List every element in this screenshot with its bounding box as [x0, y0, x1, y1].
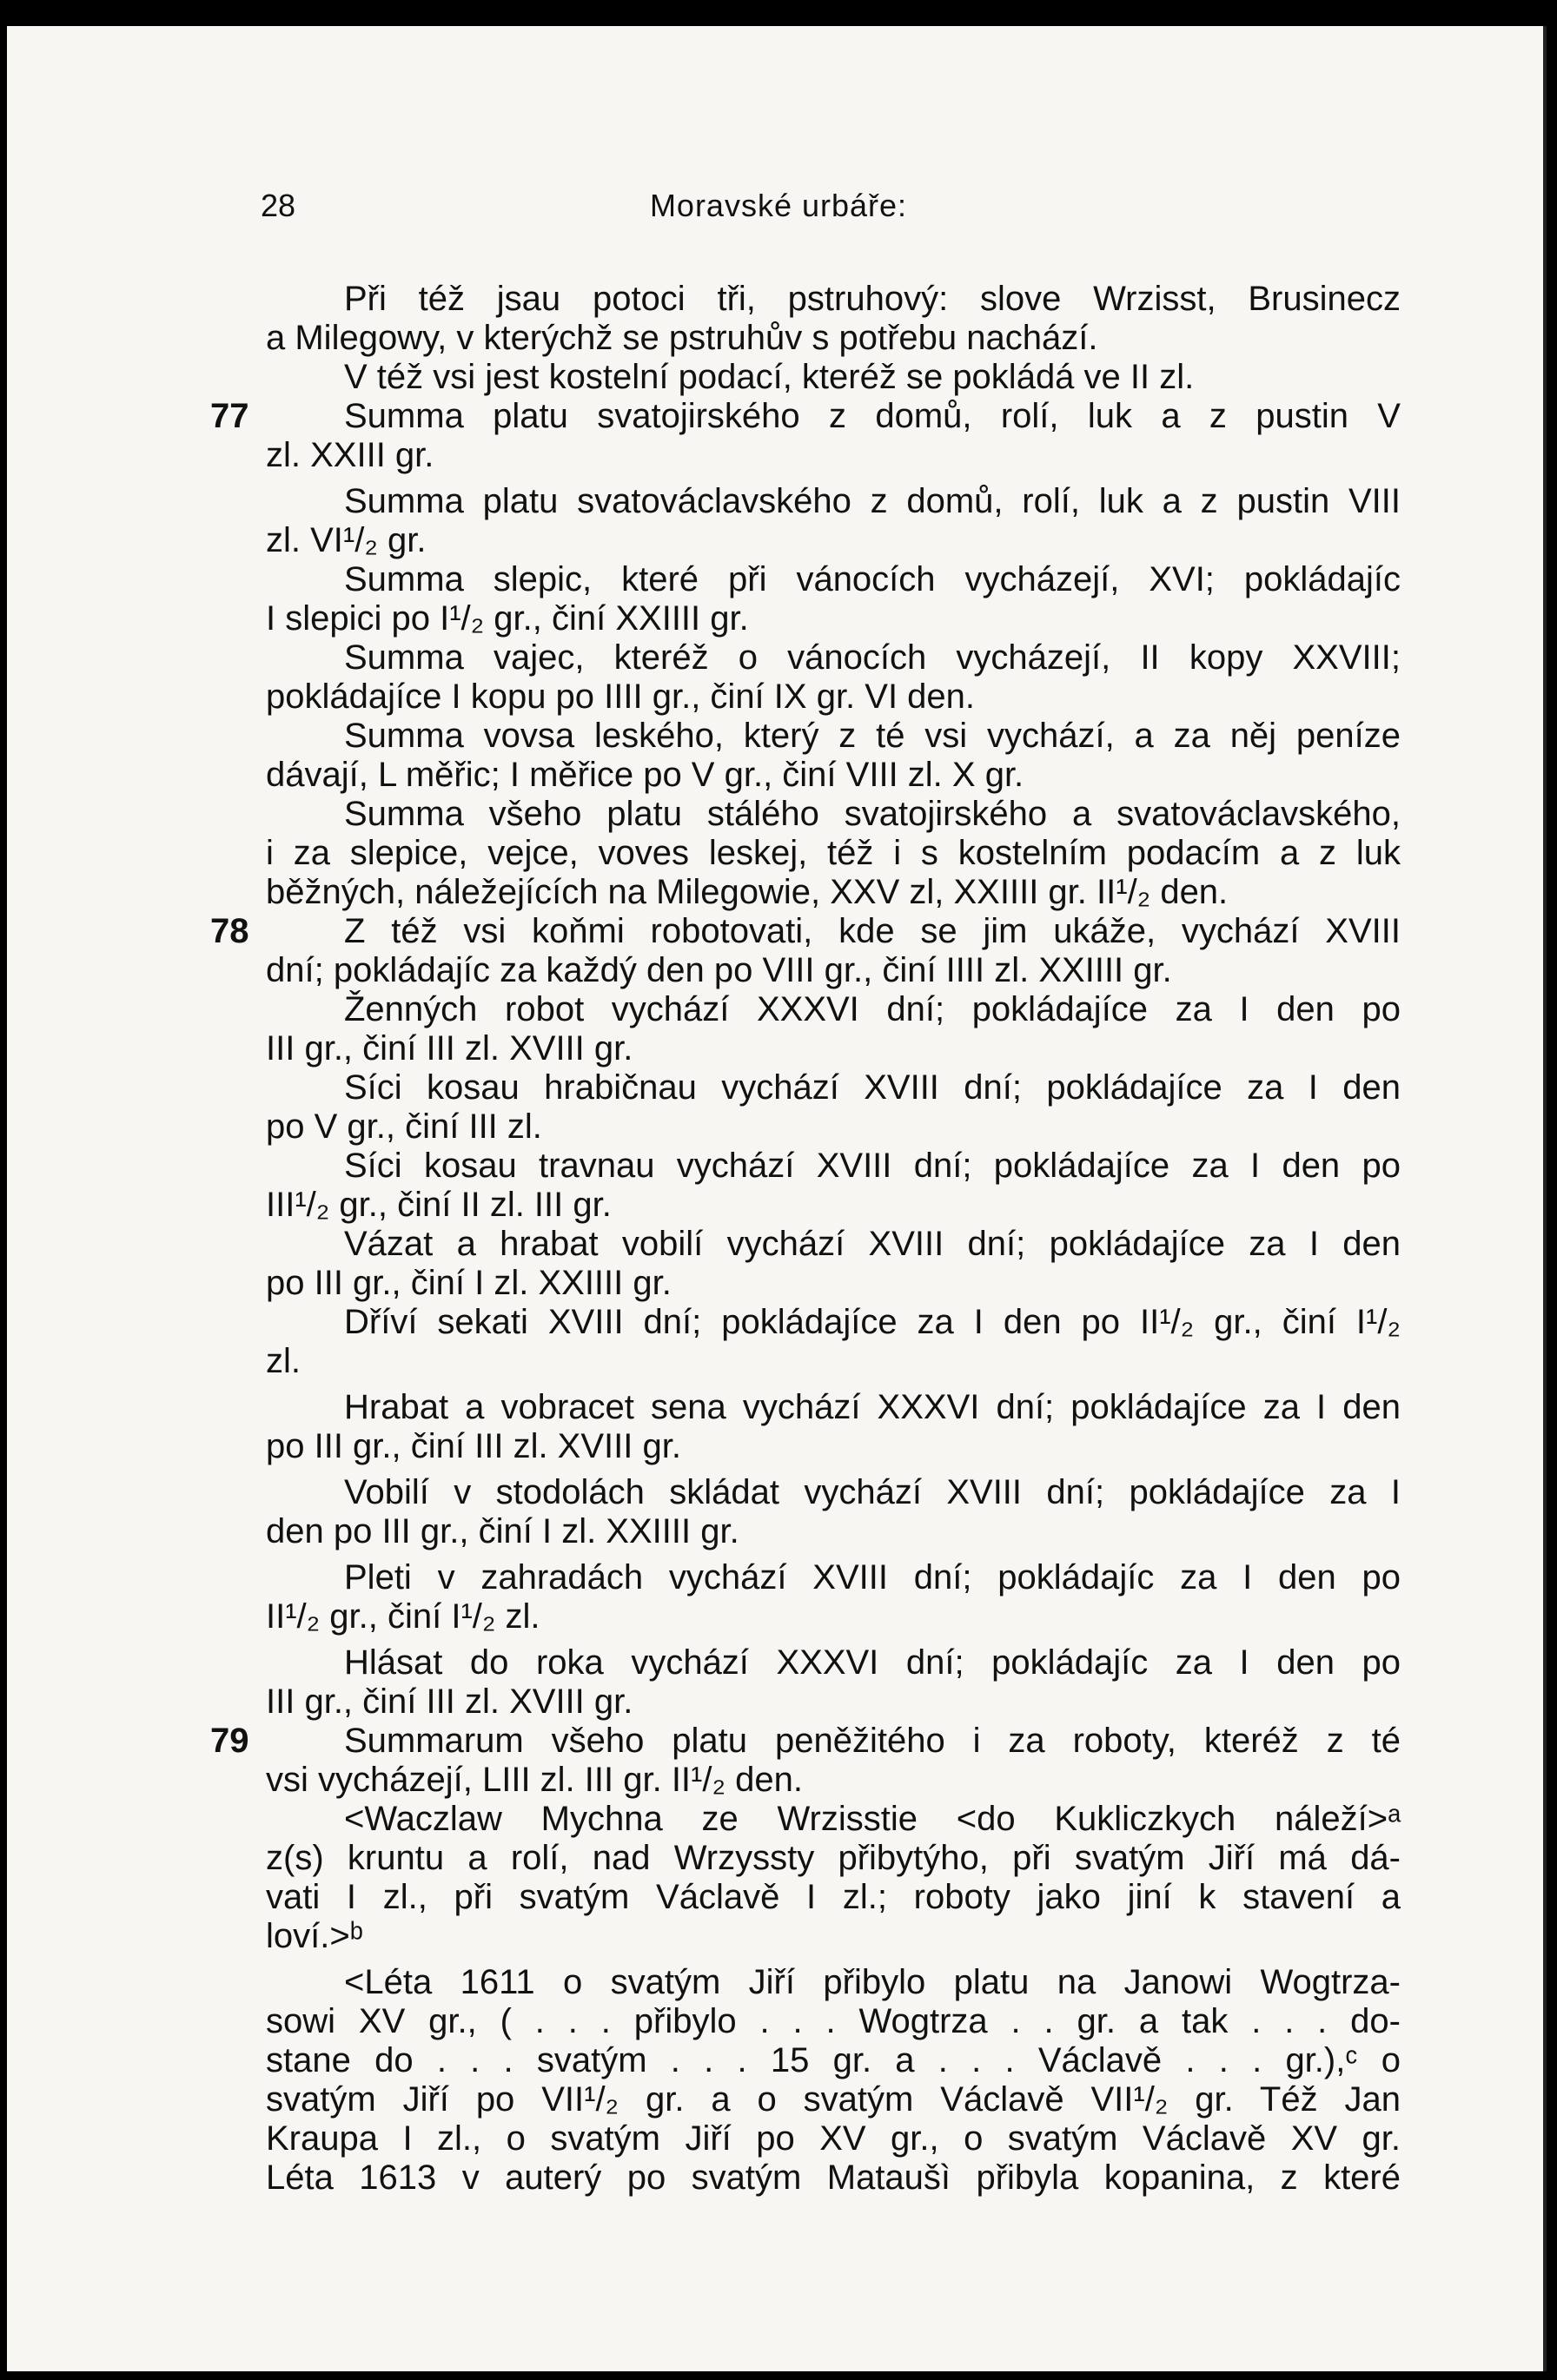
line-text: Summa slepic, které při vánocích vycházejí, XVI; pokládajíc: [344, 560, 1401, 598]
line-text: z(s) kruntu a rolí, nad Wrzyssty přibytýho, při svatým Jiří má dá-: [266, 1839, 1401, 1877]
text-line: [266, 951, 1401, 990]
running-title: Moravské urbáře:: [649, 188, 908, 223]
text-line: [210, 1722, 1401, 1761]
line-text: Z též vsi koňmi robotovati, kde se jim ukáže, vychází XVIII: [344, 912, 1401, 950]
text-line: [266, 1427, 1401, 1466]
text-line: [266, 358, 1401, 397]
line-text: Summa všeho platu stálého svatojirského a svatováclavského,: [344, 795, 1401, 833]
line-text: Kraupa I zl., o svatým Jiří po XV gr., o svatým Václavě XV gr.: [266, 2119, 1401, 2158]
margin-number: 77: [210, 397, 249, 435]
text-line: [266, 1388, 1401, 1427]
paragraph-gap: [266, 1381, 1401, 1388]
text-line: [266, 1303, 1401, 1342]
line-text: Síci kosau hrabičnau vychází XVIII dní; pokládajíce za I den: [344, 1068, 1401, 1107]
text-line: [266, 521, 1401, 560]
text-line: [266, 638, 1401, 678]
line-text: III gr., činí III zl. XVIII gr.: [266, 1683, 633, 1721]
text-line: [266, 2119, 1401, 2159]
line-text: Hlásat do roka vychází XXXVI dní; pokládajíc za I den po: [344, 1643, 1401, 1682]
text-line: [266, 717, 1401, 756]
line-text: Pleti v zahradách vychází XVIII dní; pokládajíc za I den po: [344, 1558, 1401, 1597]
line-text: Summa platu svatováclavského z domů, rolí, luk a z pustin VIII: [344, 482, 1401, 520]
line-text: Summa vovsa leského, který z té vsi vychází, a za něj peníze: [344, 717, 1401, 755]
text-line: [266, 2002, 1401, 2041]
text-line: [266, 1473, 1401, 1512]
text-line: [266, 2159, 1401, 2198]
line-text: <Waczlaw Mychna ze Wrzisstie <do Kukliczkych náleží>ᵃ: [344, 1800, 1401, 1838]
line-text: po V gr., činí III zl.: [266, 1107, 542, 1146]
paragraph-gap: [266, 1466, 1401, 1473]
line-text: I slepici po I¹/₂ gr., činí XXIIII gr.: [266, 599, 749, 638]
text-line: [266, 1683, 1401, 1722]
text-line: [266, 1264, 1401, 1303]
line-text: svatým Jiří po VII¹/₂ gr. a o svatým Václavě VII¹/₂ gr. Též Jan: [266, 2080, 1401, 2119]
line-text: po III gr., činí I zl. XXIIII gr.: [266, 1264, 672, 1302]
line-text: vsi vycházejí, LIII zl. III gr. II¹/₂ den.: [266, 1761, 803, 1799]
line-text: Léta 1613 v auterý po svatým Mataušì přibyla kopanina, z které: [266, 2159, 1401, 2197]
text-line: [266, 756, 1401, 795]
text-line: [266, 1963, 1401, 2002]
line-text: <Léta 1611 o svatým Jiří přibylo platu na Janowi Wogtrza-: [344, 1963, 1401, 2001]
page-header: [0, 188, 1557, 231]
text-line: [266, 1186, 1401, 1225]
text-line: [266, 795, 1401, 834]
text-line: [266, 2041, 1401, 2080]
text-line: [266, 280, 1401, 319]
line-text: sowi XV gr., ( . . . přibylo . . . Wogtrza . . gr. a tak . . . do-: [266, 2002, 1401, 2040]
text-line: [266, 1917, 1401, 1956]
text-line: [266, 1558, 1401, 1597]
margin-number: 79: [210, 1722, 249, 1760]
text-line: [266, 1761, 1401, 1800]
page-number: 28: [261, 188, 296, 223]
text-line: [266, 2080, 1401, 2119]
text-line: [266, 560, 1401, 599]
text-line: [266, 1225, 1401, 1264]
line-text: Dříví sekati XVIII dní; pokládajíce za I den po II¹/₂ gr., činí I¹/₂: [344, 1303, 1401, 1341]
text-line: [266, 1512, 1401, 1551]
text-line: [266, 436, 1401, 475]
text-line: [266, 1342, 1401, 1381]
text-line: [266, 1597, 1401, 1636]
text-line: [266, 678, 1401, 717]
text-line: [266, 1878, 1401, 1917]
line-text: II¹/₂ gr., činí I¹/₂ zl.: [266, 1597, 540, 1636]
text-line: [266, 873, 1401, 912]
body-text: [210, 280, 1401, 2198]
line-text: pokládajíce I kopu po IIII gr., činí IX gr. VI den.: [266, 678, 976, 716]
line-text: zl. XXIII gr.: [266, 436, 434, 474]
text-line: [266, 1107, 1401, 1147]
line-text: Hrabat a vobracet sena vychází XXXVI dní; pokládajíce za I den: [344, 1388, 1401, 1426]
line-text: den po III gr., činí I zl. XXIIII gr.: [266, 1512, 739, 1550]
text-line: [210, 912, 1401, 951]
paragraph-gap: [266, 1636, 1401, 1643]
margin-number: 78: [210, 912, 249, 950]
line-text: stane do . . . svatým . . . 15 gr. a . . . Václavě . . . gr.),ᶜ o: [266, 2041, 1401, 2079]
line-text: loví.>ᵇ: [266, 1917, 363, 1955]
line-text: dávají, L měřic; I měřice po V gr., činí VIII zl. X gr.: [266, 756, 1024, 794]
paragraph-gap: [266, 1551, 1401, 1558]
line-text: Summa vajec, kteréž o vánocích vycházejí, II kopy XXVIII;: [344, 638, 1401, 677]
line-text: zl. VI¹/₂ gr.: [266, 521, 427, 559]
text-line: [266, 319, 1401, 358]
text-line: [210, 397, 1401, 436]
line-text: Summarum všeho platu peněžitého i za roboty, kteréž z té: [344, 1722, 1401, 1760]
line-text: Vobilí v stodolách skládat vychází XVIII dní; pokládajíce za I: [344, 1473, 1401, 1511]
line-text: běžných, náležejících na Milegowie, XXV zl, XXIIII gr. II¹/₂ den.: [266, 873, 1229, 911]
line-text: i za slepice, vejce, voves leskej, též i s kostelním podacím a z luk: [266, 834, 1401, 872]
paragraph-gap: [266, 475, 1401, 482]
line-text: po III gr., činí III zl. XVIII gr.: [266, 1427, 681, 1465]
line-text: vati I zl., při svatým Václavě I zl.; roboty jako jiní k stavení a: [266, 1878, 1401, 1916]
line-text: Při též jsau potoci tři, pstruhový: slove Wrzisst, Brusinecz: [344, 280, 1401, 318]
line-text: zl.: [266, 1342, 301, 1380]
text-line: [266, 1068, 1401, 1107]
paragraph-gap: [266, 1956, 1401, 1963]
line-text: Summa platu svatojirského z domů, rolí, luk a z pustin V: [344, 397, 1401, 435]
text-line: [266, 1029, 1401, 1068]
line-text: Ženných robot vychází XXXVI dní; pokládajíce za I den po: [344, 990, 1401, 1028]
text-line: [266, 482, 1401, 521]
text-line: [266, 990, 1401, 1029]
line-text: dní; pokládajíc za každý den po VIII gr., činí IIII zl. XXIIII gr.: [266, 951, 1172, 989]
line-text: III gr., činí III zl. XVIII gr.: [266, 1029, 633, 1068]
text-line: [266, 834, 1401, 873]
text-line: [266, 1147, 1401, 1186]
line-text: Vázat a hrabat vobilí vychází XVIII dní; pokládajíce za I den: [344, 1225, 1401, 1263]
text-line: [266, 1839, 1401, 1878]
line-text: V též vsi jest kostelní podací, kteréž se pokládá ve II zl.: [344, 358, 1195, 396]
line-text: a Milegowy, v kterýchž se pstruhův s potřebu nachází.: [266, 319, 1098, 357]
text-line: [266, 599, 1401, 638]
text-line: [266, 1800, 1401, 1839]
text-line: [266, 1643, 1401, 1683]
line-text: III¹/₂ gr., činí II zl. III gr.: [266, 1186, 612, 1224]
line-text: Síci kosau travnau vychází XVIII dní; pokládajíce za I den po: [344, 1147, 1401, 1185]
